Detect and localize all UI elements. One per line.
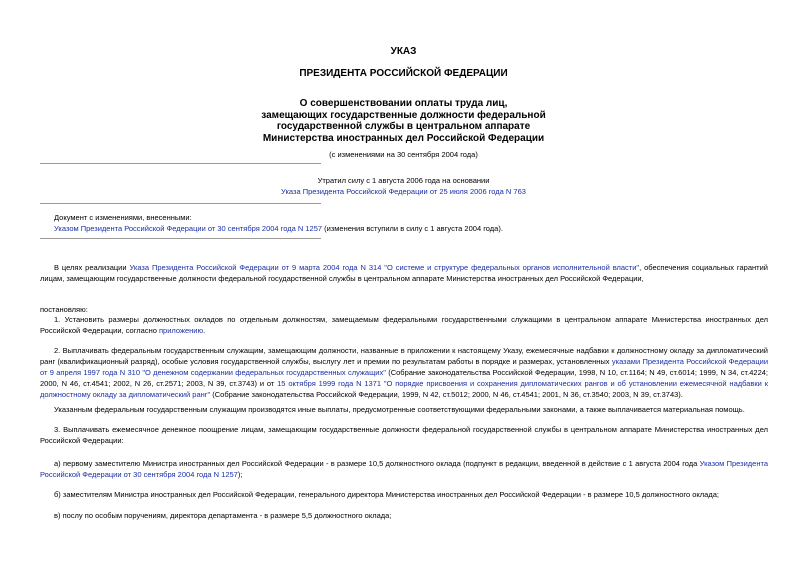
paragraph-3b: б) заместителям Министра иностранных дел Российской Федерации, генерального директора Министерства иностранных дел Российской Федерации - в размере 10,5 должностного оклада; (54, 490, 719, 499)
text: (Собрание законодательства Российской Федерации, 1999, N 42, ст.5012; 2000, N 46, ст.4541; 2001, N 36, ст.3540; 2003, N 39, ст.3743). (210, 390, 683, 399)
decree-word: постановляю: (40, 305, 88, 314)
text: В целях реализации (54, 263, 130, 272)
text: 1. Установить размеры должностных окладов по отдельным должностям, замещаемым федеральными государственными служащими в центральном аппарате Министерства иностранных дел Российской Федерации, согласно (40, 315, 768, 335)
document-type-heading: УКАЗ (390, 46, 417, 57)
divider (40, 238, 321, 239)
amendment-note: (изменения вступили в силу с 1 августа 2004 года). (322, 224, 503, 233)
text: (Собрание законодательства Российской Федерации, 1998, N 10, ст.1164; N 49, ст.6014; 1999, N 34, ст.4224; 2000, N 46, ст.4541; 2002, N 26, ст.2571; 2003, N 39, ст.3743) и от (40, 368, 768, 388)
paragraph-preamble (40, 262, 768, 284)
paragraph-2 (40, 345, 768, 400)
lost-force-note: Утратил силу с 1 августа 2006 года на основании (317, 176, 490, 185)
divider (40, 163, 321, 164)
issuer-heading: ПРЕЗИДЕНТА РОССИЙСКОЙ ФЕДЕРАЦИИ (299, 68, 508, 79)
decree-1371-link[interactable]: 15 октября 1999 года N 1371 "О порядке присвоения и сохранения дипломатических рангов и об установлении ежемесячной надбавки к должностному окладу за дипломатический ранг" (40, 379, 768, 399)
lost-force-link[interactable]: Указа Президента Российской Федерации от 25 июля 2006 года N 763 (281, 187, 526, 196)
paragraph-3c: в) послу по особым поручениям, директора департамента - в размере 5,5 должностного оклада; (54, 511, 392, 520)
paragraph-1 (40, 314, 768, 336)
text: ); (237, 470, 243, 479)
amendment-link[interactable]: Указом Президента Российской Федерации от 30 сентября 2004 года N 1257 (54, 224, 323, 233)
document-title-line: Министерства иностранных дел Российской Федерации (262, 132, 545, 144)
divider (40, 203, 321, 204)
decree-314-link[interactable]: Указа Президента Российской Федерации от 9 марта 2004 года N 314 "О системе и структуре федеральных органов исполнительной власти" (129, 263, 640, 272)
text: . (203, 326, 206, 335)
paragraph-3a (40, 458, 768, 480)
decree-1257-link[interactable]: Указом Президента Российской Федерации от 30 сентября 2004 года N 1257 (40, 459, 768, 479)
document-title (0, 98, 807, 144)
amendments-line (54, 223, 503, 234)
changes-note: (с изменениями на 30 сентября 2004 года) (329, 150, 478, 159)
decree-310-link[interactable]: указами Президента Российской Федерации от 9 апреля 1997 года N 310 "О денежном содержании федеральных государственных служащих" (40, 357, 769, 377)
amendments-label: Документ с изменениями, внесенными: (54, 213, 192, 222)
text: 2. Выплачивать федеральным государственным служащим, замещающим должности, названные в приложении к настоящему Указу, ежемесячные надбавки к должностному окладу за дипломатический ранг (квалификационный разряд), особые условия государственной службы, выслугу лет и премии по результатам работы в порядке и размерах, установленных (40, 346, 768, 366)
document-title-line: государственной службы в центральном аппарате (276, 121, 531, 132)
paragraph-other-payments: Указанным федеральным государственным служащим производятся иные выплаты, предусмотренные соответствующими федеральными законами, а также выплачивается материальная помощь. (54, 405, 745, 414)
appendix-link[interactable]: приложению (159, 326, 204, 335)
text: а) первому заместителю Министра иностранных дел Российской Федерации - в размере 10,5 должностного оклада (подпункт в редакции, введенной в действие с 1 августа 2004 года (54, 459, 700, 468)
paragraph-3: 3. Выплачивать ежемесячное денежное поощрение лицам, замещающим государственные должности федеральной государственной службы в центральном аппарате Министерства иностранных дел Российской Федерации: (40, 425, 768, 445)
document-title-line: замещающих государственные должности федеральной (261, 109, 546, 121)
text: , обеспечения социальных гарантий лицам, замещающим государственные должности федеральной государственной службы в центральном аппарате Министерства иностранных дел Российской Федерации, (40, 263, 768, 283)
document-title-line: О совершенствовании оплаты труда лиц, (299, 98, 508, 109)
